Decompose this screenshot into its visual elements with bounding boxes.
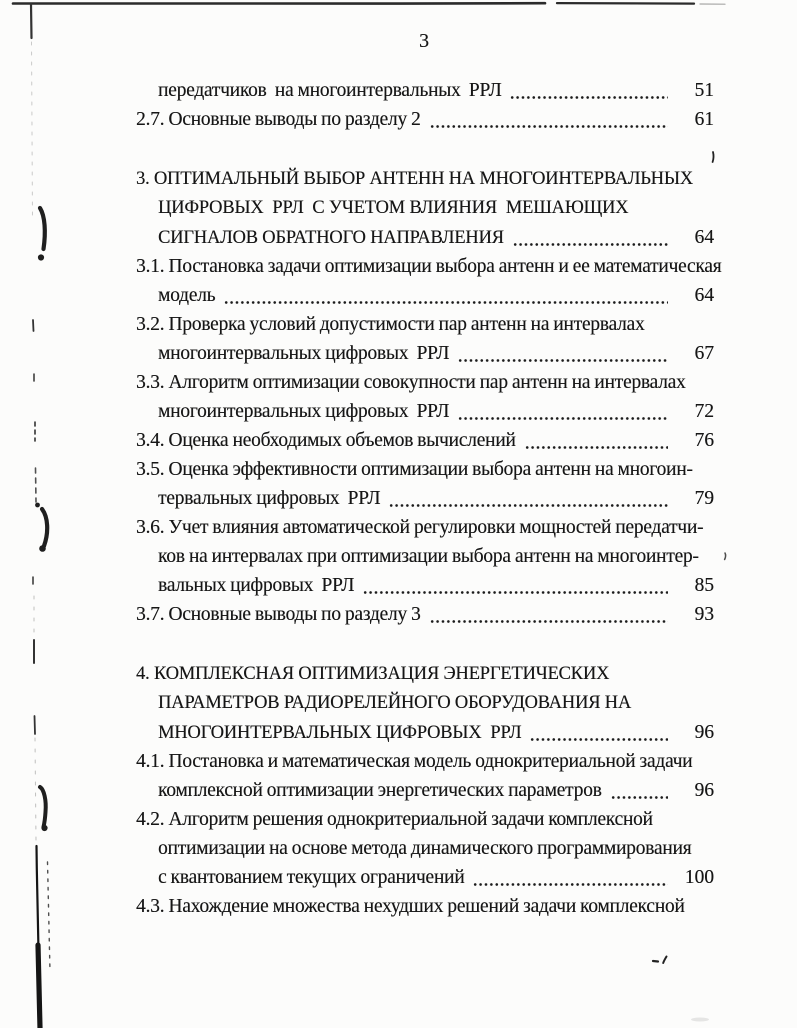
toc-entry xyxy=(136,310,714,339)
toc-entry xyxy=(136,660,714,689)
toc-entry-text: 4. КОМПЛЕКСНАЯ ОПТИМИЗАЦИЯ ЭНЕРГЕТИЧЕСКИХ xyxy=(136,664,610,684)
toc-entry xyxy=(136,165,714,194)
toc-entry-page: 76 xyxy=(694,430,714,451)
dot-leader xyxy=(513,242,668,247)
table-of-contents xyxy=(136,76,722,921)
toc-entry-text: комплексной оптимизации энергетических параметров xyxy=(158,780,602,801)
toc-entry-text: передатчиков на многоинтервальных РРЛ xyxy=(158,80,502,101)
toc-entry xyxy=(136,105,714,134)
toc-entry xyxy=(136,223,714,252)
dot-leader xyxy=(458,358,668,363)
toc-entry-text: СИГНАЛОВ ОБРАТНОГО НАПРАВЛЕНИЯ xyxy=(158,228,504,248)
binding-bottom-stroke xyxy=(37,846,51,1028)
dot-leader xyxy=(510,95,668,100)
toc-entry xyxy=(136,747,714,776)
page-number: 3 xyxy=(419,30,429,52)
toc-entry xyxy=(136,252,722,281)
dot-leader xyxy=(389,503,668,508)
toc-entry xyxy=(136,718,714,747)
toc-entry-text: 3.2. Проверка условий допустимости пар антенн на интервалах xyxy=(136,314,645,335)
dot-leader xyxy=(458,416,668,421)
toc-entry-text: оптимизации на основе метода динамического программирования xyxy=(158,838,692,859)
toc-entry-page: 96 xyxy=(694,780,714,801)
toc-entry xyxy=(136,194,714,223)
toc-entry-text: 3. ОПТИМАЛЬНЫЙ ВЫБОР АНТЕНН НА МНОГОИНТЕРВАЛЬНЫХ xyxy=(136,169,693,189)
toc-entry-text: 3.6. Учет влияния автоматической регулировки мощностей передатчи- xyxy=(136,517,704,538)
toc-entry xyxy=(136,892,714,921)
toc-entry xyxy=(136,600,714,629)
top-border-line xyxy=(13,3,725,4)
toc-entry-text: многоинтервальных цифровых РРЛ xyxy=(158,401,450,422)
toc-entry xyxy=(136,76,714,105)
toc-entry-text: с квантованием текущих ограничений xyxy=(158,867,465,888)
toc-entry xyxy=(136,339,714,368)
toc-entry-page: 85 xyxy=(694,575,714,596)
toc-entry-text: вальных цифровых РРЛ xyxy=(158,575,355,596)
toc-entry-text: МНОГОИНТЕРВАЛЬНЫХ ЦИФРОВЫХ РРЛ xyxy=(158,723,522,743)
toc-entry xyxy=(136,426,714,455)
dot-leader xyxy=(363,590,668,595)
toc-entry-page: 64 xyxy=(694,227,714,248)
toc-entry-text: ПАРАМЕТРОВ РАДИОРЕЛЕЙНОГО ОБОРУДОВАНИЯ НА xyxy=(158,693,631,713)
toc-entry xyxy=(136,805,714,834)
toc-entry xyxy=(136,281,714,310)
dot-leader xyxy=(473,882,668,887)
dot-leader xyxy=(611,795,668,800)
toc-entry-text: 3.4. Оценка необходимых объемов вычислений xyxy=(136,430,516,451)
toc-entry-text: 4.3. Нахождение множества нехудших решений задачи комплексной xyxy=(136,896,685,917)
toc-entry-page: 96 xyxy=(694,722,714,743)
toc-entry-text: многоинтервальных цифровых РРЛ xyxy=(158,343,450,364)
toc-entry xyxy=(136,513,714,542)
toc-entry-text: ЦИФРОВЫХ РРЛ С УЧЕТОМ ВЛИЯНИЯ МЕШАЮЩИХ xyxy=(158,198,629,218)
binding-ink-marks xyxy=(35,208,48,831)
toc-entry-page: 67 xyxy=(694,343,714,364)
dot-leader xyxy=(430,619,668,624)
toc-entry-text: ков на интервалах при оптимизации выбора антенн на многоинтер- xyxy=(158,546,699,567)
toc-entry-text: 2.7. Основные выводы по разделу 2 xyxy=(136,109,421,130)
toc-entry-page: 93 xyxy=(694,604,714,625)
toc-entry xyxy=(136,368,714,397)
toc-entry xyxy=(136,863,714,892)
toc-entry-text: тервальных цифровых РРЛ xyxy=(158,488,381,509)
dot-leader xyxy=(224,300,668,305)
toc-entry-page: 72 xyxy=(694,401,714,422)
toc-entry-text: модель xyxy=(158,285,216,306)
toc-entry xyxy=(136,776,714,805)
dot-leader xyxy=(430,124,668,129)
toc-entry-page: 79 xyxy=(694,488,714,509)
toc-entry-text: 3.7. Основные выводы по разделу 3 xyxy=(136,604,421,625)
toc-entry-page: 61 xyxy=(694,109,714,130)
toc-entry xyxy=(136,455,714,484)
toc-entry-page: 100 xyxy=(684,867,714,888)
toc-entry-text: 4.1. Постановка и математическая модель однокритериальной задачи xyxy=(136,751,693,772)
dot-leader xyxy=(525,445,668,450)
toc-entry-text: 3.1. Постановка задачи оптимизации выбора антенн и ее математическая xyxy=(136,256,722,277)
binding-fold-line xyxy=(31,4,36,840)
toc-entry xyxy=(136,834,714,863)
toc-entry-page: 51 xyxy=(694,80,714,101)
toc-entry-text: 3.5. Оценка эффективности оптимизации выбора антенн на многоин- xyxy=(136,459,693,480)
toc-entry-page: 64 xyxy=(694,285,714,306)
toc-entry xyxy=(136,689,714,718)
toc-entry xyxy=(136,571,714,600)
toc-entry xyxy=(136,484,714,513)
toc-entry xyxy=(136,397,714,426)
dot-leader xyxy=(530,737,668,742)
toc-entry-text: 3.3. Алгоритм оптимизации совокупности пар антенн на интервалах xyxy=(136,372,686,393)
toc-entry-text: 4.2. Алгоритм решения однокритериальной задачи комплексной xyxy=(136,809,653,830)
toc-entry xyxy=(136,542,714,571)
